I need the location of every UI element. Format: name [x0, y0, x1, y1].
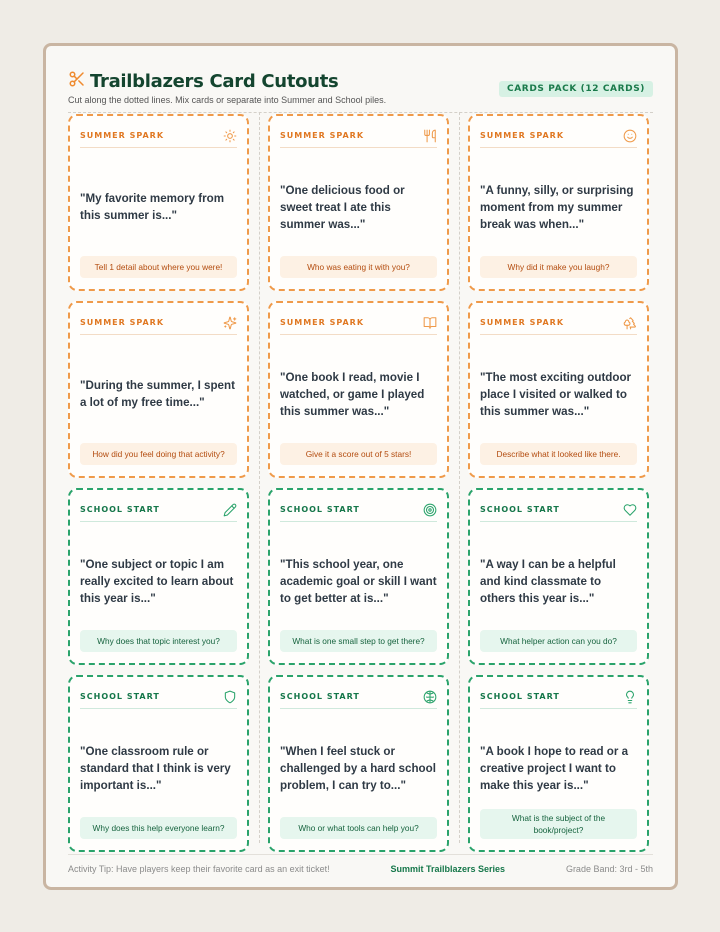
smile-icon	[622, 128, 637, 143]
card-category: SCHOOL START	[80, 692, 160, 701]
target-icon	[422, 502, 437, 517]
cards-pack-badge: CARDS PACK (12 CARDS)	[499, 81, 653, 97]
prompt-card	[468, 675, 649, 852]
card-header	[480, 124, 637, 148]
card-category: SUMMER SPARK	[80, 318, 165, 327]
sparkles-icon	[222, 315, 237, 330]
card-prompt-text: "A funny, silly, or surprising moment from my summer break was when..."	[480, 183, 634, 231]
card-header	[80, 311, 237, 335]
activity-tip: Activity Tip: Have players keep their favorite card as an exit ticket!	[68, 864, 330, 874]
card-category: SUMMER SPARK	[80, 131, 165, 140]
card-header	[80, 498, 237, 522]
card-prompt	[280, 160, 437, 254]
card-header	[280, 124, 437, 148]
page-title: Trailblazers Card Cutouts	[90, 70, 339, 92]
prompt-card	[68, 114, 249, 291]
prompt-card	[268, 114, 449, 291]
footer	[68, 864, 653, 874]
card-category: SCHOOL START	[280, 692, 360, 701]
card-followup: Why does this help everyone learn?	[80, 817, 237, 839]
card-prompt-text: "During the summer, I spent a lot of my free time..."	[80, 379, 235, 409]
card-prompt-text: "One delicious food or sweet treat I ate this summer was..."	[280, 183, 405, 231]
card-prompt	[480, 721, 637, 815]
card-followup: Why did it make you laugh?	[480, 256, 637, 278]
card-category: SCHOOL START	[480, 505, 560, 514]
card-category: SUMMER SPARK	[280, 131, 365, 140]
card-followup: What is one small step to get there?	[280, 630, 437, 652]
card-prompt-text: "One book I read, movie I watched, or game I played this summer was..."	[280, 370, 425, 418]
prompt-card	[468, 301, 649, 478]
card-prompt	[280, 721, 437, 815]
card-category: SUMMER SPARK	[480, 318, 565, 327]
sun-icon	[222, 128, 237, 143]
page-subtitle: Cut along the dotted lines. Mix cards or separate into Summer and School piles.	[68, 95, 387, 105]
prompt-card	[268, 301, 449, 478]
card-header	[80, 124, 237, 148]
card-prompt	[480, 160, 637, 254]
shield-icon	[222, 689, 237, 704]
prompt-card	[68, 675, 249, 852]
card-followup: How did you feel doing that activity?	[80, 443, 237, 465]
prompt-card	[268, 675, 449, 852]
card-category: SCHOOL START	[80, 505, 160, 514]
card-category: SUMMER SPARK	[280, 318, 365, 327]
card-category: SCHOOL START	[280, 505, 360, 514]
card-followup: What helper action can you do?	[480, 630, 637, 652]
card-prompt	[480, 534, 637, 628]
card-header	[280, 311, 437, 335]
card-prompt	[80, 721, 237, 815]
card-header	[280, 498, 437, 522]
card-prompt	[480, 347, 637, 441]
brain-icon	[422, 689, 437, 704]
book-icon	[422, 315, 437, 330]
card-followup: Describe what it looked like there.	[480, 443, 637, 465]
prompt-card	[468, 488, 649, 665]
pencil-icon	[222, 502, 237, 517]
utensils-icon	[422, 128, 437, 143]
card-prompt	[280, 534, 437, 628]
card-category: SCHOOL START	[480, 692, 560, 701]
card-header	[280, 685, 437, 709]
card-header	[480, 685, 637, 709]
card-followup: Who was eating it with you?	[280, 256, 437, 278]
card-prompt-text: "When I feel stuck or challenged by a hard school problem, I can try to..."	[280, 744, 436, 792]
card-prompt-text: "One subject or topic I am really excited to learn about this year is..."	[80, 557, 234, 605]
card-header	[480, 311, 637, 335]
card-followup: Why does that topic interest you?	[80, 630, 237, 652]
series-name: Summit Trailblazers Series	[390, 864, 506, 874]
card-prompt	[80, 347, 237, 441]
prompt-card	[468, 114, 649, 291]
prompt-card	[68, 301, 249, 478]
activity-sheet	[43, 43, 678, 890]
card-prompt-text: "This school year, one academic goal or skill I want to get better at is..."	[280, 557, 437, 605]
card-prompt	[280, 347, 437, 441]
grade-band: Grade Band: 3rd - 5th	[565, 864, 653, 874]
card-prompt	[80, 160, 237, 254]
card-prompt-text: "A way I can be a helpful and kind classmate to others this year is..."	[480, 557, 616, 605]
prompt-card	[268, 488, 449, 665]
card-followup: What is the subject of the book/project?	[480, 809, 637, 839]
heart-icon	[622, 502, 637, 517]
card-followup: Tell 1 detail about where you were!	[80, 256, 237, 278]
prompt-card	[68, 488, 249, 665]
card-header	[480, 498, 637, 522]
card-prompt-text: "My favorite memory from this summer is..."	[80, 192, 225, 222]
card-grid	[46, 46, 675, 887]
footer-divider	[68, 854, 653, 855]
card-prompt-text: "One classroom rule or standard that I think is very important is..."	[80, 744, 231, 792]
card-header	[80, 685, 237, 709]
card-prompt-text: "The most exciting outdoor place I visited or walked to this summer was..."	[480, 370, 632, 418]
card-prompt-text: "A book I hope to read or a creative project I want to make this year is..."	[480, 744, 629, 792]
card-prompt	[80, 534, 237, 628]
card-followup: Who or what tools can help you?	[280, 817, 437, 839]
lightbulb-icon	[622, 689, 637, 704]
trees-icon	[622, 315, 637, 330]
card-category: SUMMER SPARK	[480, 131, 565, 140]
card-followup: Give it a score out of 5 stars!	[280, 443, 437, 465]
